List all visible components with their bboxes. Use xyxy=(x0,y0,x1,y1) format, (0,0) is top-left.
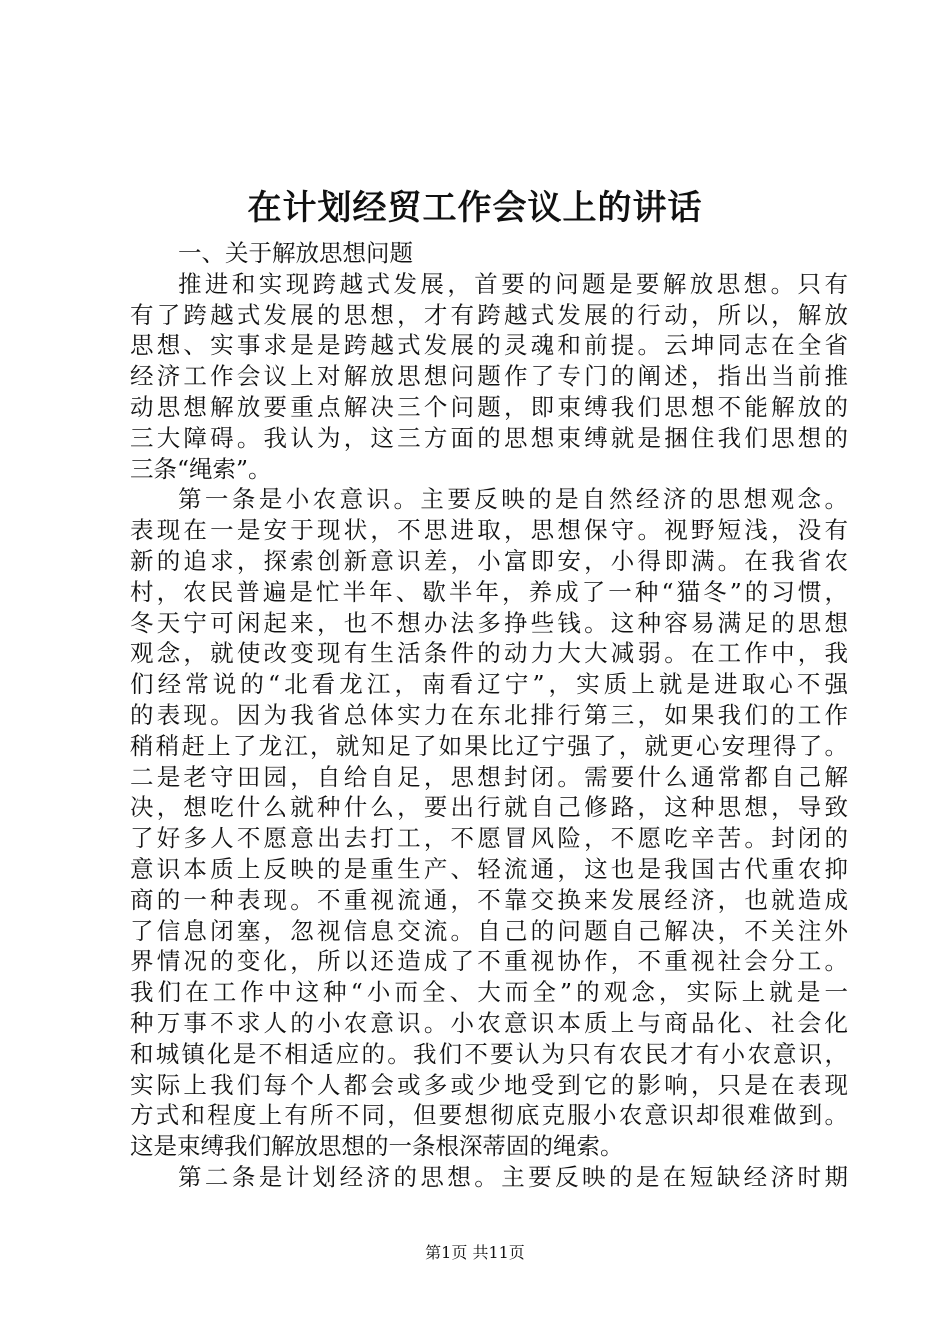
section-heading: 一、关于解放思想问题 xyxy=(178,239,413,267)
text-line: 和城镇化是不相适应的。我们不要认为只有农民才有小农意识， xyxy=(130,1039,848,1068)
text-line: 三大障碍。我认为，这三方面的思想束缚就是捆住我们思想的 xyxy=(130,423,848,452)
text-line: 思想、实事求是是跨越式发展的灵魂和前提。云坤同志在全省 xyxy=(130,331,848,360)
text-line: 了好多人不愿意出去打工，不愿冒风险，不愿吃辛苦。封闭的 xyxy=(130,824,848,853)
text-line: 这是束缚我们解放思想的一条根深蒂固的绳索。 xyxy=(130,1132,624,1161)
text-line: 动思想解放要重点解决三个问题，即束缚我们思想不能解放的 xyxy=(130,392,848,421)
text-line: 经济工作会议上对解放思想问题作了专门的阐述，指出当前推 xyxy=(130,362,848,391)
text-line: 的表现。因为我省总体实力在东北排行第三，如果我们的工作 xyxy=(130,700,848,729)
text-line: 意识本质上反映的是重生产、轻流通，这也是我国古代重农抑 xyxy=(130,854,848,883)
text-line: 第二条是计划经济的思想。主要反映的是在短缺经济时期 xyxy=(178,1162,848,1191)
text-line: 决，想吃什么就种什么，要出行就自己修路，这种思想，导致 xyxy=(130,793,848,822)
text-line: 商的一种表现。不重视流通，不靠交换来发展经济，也就造成 xyxy=(130,885,848,914)
document-title: 在计划经贸工作会议上的讲话 xyxy=(247,188,703,228)
text-line: 方式和程度上有所不同，但要想彻底克服小农意识却很难做到。 xyxy=(130,1101,848,1130)
text-line: 种万事不求人的小农意识。小农意识本质上与商品化、社会化 xyxy=(130,1008,848,1037)
text-line: 观念，就使改变现有生活条件的动力大大减弱。在工作中，我 xyxy=(130,639,848,668)
text-line: 我们在工作中这种“小而全、大而全”的观念，实际上就是一 xyxy=(130,978,848,1007)
text-line: 冬天宁可闲起来，也不想办法多挣些钱。这种容易满足的思想 xyxy=(130,608,848,637)
text-line: 第一条是小农意识。主要反映的是自然经济的思想观念。 xyxy=(178,485,848,514)
document-body xyxy=(130,238,848,1193)
text-line: 界情况的变化，所以还造成了不重视协作，不重视社会分工。 xyxy=(130,947,848,976)
text-line: 新的追求，探索创新意识差，小富即安，小得即满。在我省农 xyxy=(130,546,848,575)
text-line: 了信息闭塞，忽视信息交流。自己的问题自己解决，不关注外 xyxy=(130,916,848,945)
text-line: 村，农民普遍是忙半年、歇半年，养成了一种“猫冬”的习惯， xyxy=(130,577,848,606)
text-line: 表现在一是安于现状，不思进取，思想保守。视野短浅，没有 xyxy=(130,516,848,545)
page-number-footer: 第1页 共11页 xyxy=(425,1243,525,1262)
text-line: 三条“绳索”。 xyxy=(130,454,272,483)
text-line: 们经常说的“北看龙江，南看辽宁”，实质上就是进取心不强 xyxy=(130,670,848,699)
text-line: 二是老守田园，自给自足，思想封闭。需要什么通常都自己解 xyxy=(130,762,848,791)
text-line: 有了跨越式发展的思想，才有跨越式发展的行动，所以，解放 xyxy=(130,300,848,329)
text-line: 稍稍赶上了龙江，就知足了如果比辽宁强了，就更心安理得了。 xyxy=(130,731,848,760)
text-line: 推进和实现跨越式发展，首要的问题是要解放思想。只有 xyxy=(178,269,848,298)
text-line: 实际上我们每个人都会或多或少地受到它的影响，只是在表现 xyxy=(130,1070,848,1099)
